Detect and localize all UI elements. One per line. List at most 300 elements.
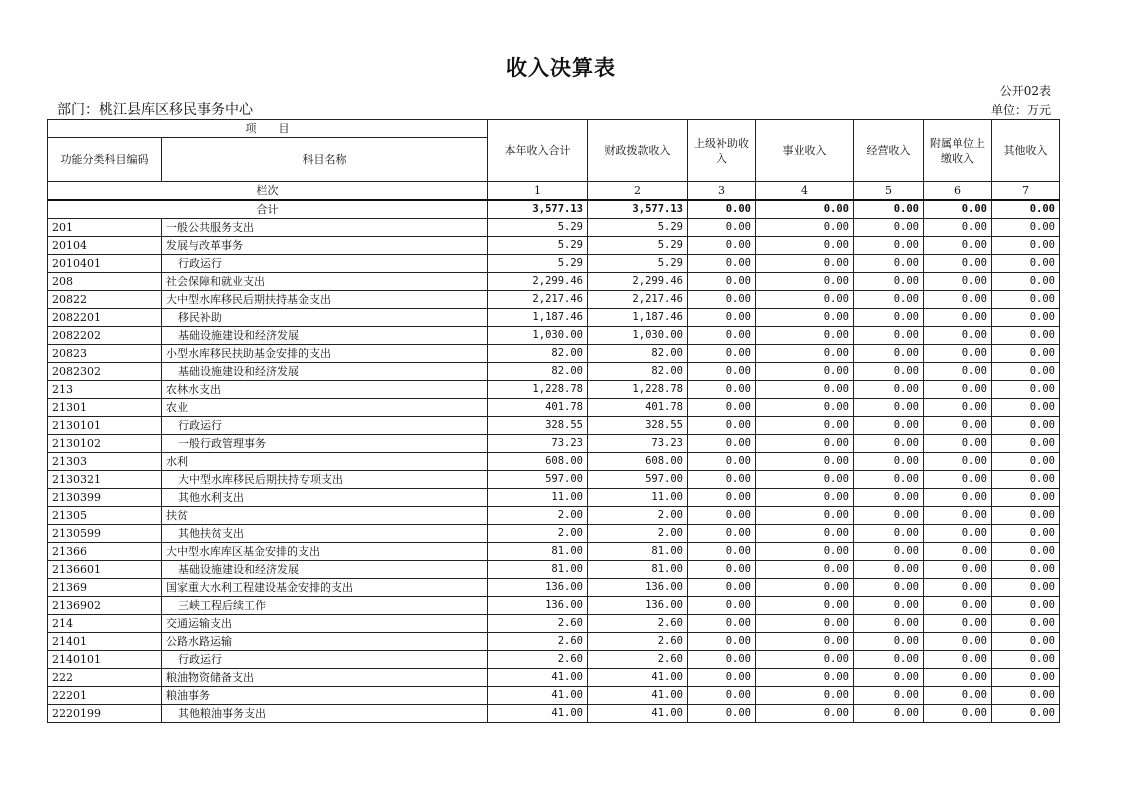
table-row bbox=[48, 363, 1060, 381]
amount-cell: 0.00 bbox=[688, 381, 756, 399]
amount-cell: 82.00 bbox=[488, 363, 588, 381]
amount-cell: 0.00 bbox=[854, 507, 924, 525]
subject-name: 基础设施建设和经济发展 bbox=[162, 561, 488, 579]
amount-cell: 401.78 bbox=[588, 399, 688, 417]
amount-cell: 0.00 bbox=[924, 417, 992, 435]
table-row bbox=[48, 615, 1060, 633]
amount-cell: 1,187.46 bbox=[488, 309, 588, 327]
amount-cell: 0.00 bbox=[854, 489, 924, 507]
subject-name: 粮油物资储备支出 bbox=[162, 669, 488, 687]
amount-cell: 2.00 bbox=[488, 525, 588, 543]
amount-cell: 0.00 bbox=[992, 705, 1060, 723]
amount-cell: 0.00 bbox=[924, 651, 992, 669]
subject-code: 201 bbox=[48, 219, 162, 237]
subject-name: 行政运行 bbox=[162, 651, 488, 669]
amount-cell: 0.00 bbox=[688, 453, 756, 471]
table-row bbox=[48, 669, 1060, 687]
amount-cell: 41.00 bbox=[588, 687, 688, 705]
amount-cell: 0.00 bbox=[992, 381, 1060, 399]
table-row bbox=[48, 525, 1060, 543]
subject-code: 2130399 bbox=[48, 489, 162, 507]
amount-cell: 597.00 bbox=[488, 471, 588, 489]
subject-code: 222 bbox=[48, 669, 162, 687]
amount-cell: 0.00 bbox=[688, 399, 756, 417]
amount-cell: 2,217.46 bbox=[488, 291, 588, 309]
amount-cell: 0.00 bbox=[992, 651, 1060, 669]
amount-cell: 136.00 bbox=[488, 597, 588, 615]
amount-cell: 0.00 bbox=[924, 255, 992, 273]
amount-cell: 0.00 bbox=[688, 309, 756, 327]
table-row bbox=[48, 705, 1060, 723]
amount-cell: 0.00 bbox=[688, 597, 756, 615]
amount-cell: 41.00 bbox=[488, 687, 588, 705]
amount-cell: 2.00 bbox=[588, 525, 688, 543]
amount-cell: 0.00 bbox=[992, 345, 1060, 363]
subject-name: 大中型水库移民后期扶持专项支出 bbox=[162, 471, 488, 489]
amount-cell: 0.00 bbox=[688, 219, 756, 237]
subject-name: 一般公共服务支出 bbox=[162, 219, 488, 237]
amount-cell: 0.00 bbox=[756, 561, 854, 579]
amount-cell: 82.00 bbox=[588, 363, 688, 381]
amount-cell: 608.00 bbox=[488, 453, 588, 471]
amount-cell: 0.00 bbox=[854, 237, 924, 255]
subject-code: 21305 bbox=[48, 507, 162, 525]
income-statement-table bbox=[47, 119, 1060, 723]
amount-cell: 0.00 bbox=[854, 255, 924, 273]
amount-cell: 0.00 bbox=[992, 291, 1060, 309]
total-value: 0.00 bbox=[992, 200, 1060, 219]
amount-cell: 0.00 bbox=[924, 471, 992, 489]
subject-code: 21303 bbox=[48, 453, 162, 471]
amount-cell: 0.00 bbox=[756, 615, 854, 633]
table-row bbox=[48, 399, 1060, 417]
subject-name: 粮油事务 bbox=[162, 687, 488, 705]
amount-cell: 0.00 bbox=[924, 345, 992, 363]
amount-cell: 0.00 bbox=[992, 273, 1060, 291]
amount-cell: 0.00 bbox=[992, 489, 1060, 507]
amount-cell: 0.00 bbox=[854, 543, 924, 561]
amount-cell: 81.00 bbox=[588, 561, 688, 579]
amount-cell: 0.00 bbox=[756, 417, 854, 435]
amount-cell: 2.00 bbox=[588, 507, 688, 525]
subject-name: 扶贫 bbox=[162, 507, 488, 525]
amount-cell: 81.00 bbox=[588, 543, 688, 561]
table-row bbox=[48, 561, 1060, 579]
subject-code: 2082201 bbox=[48, 309, 162, 327]
amount-cell: 0.00 bbox=[756, 453, 854, 471]
amount-cell: 0.00 bbox=[924, 525, 992, 543]
column-number-row bbox=[48, 182, 1060, 201]
amount-cell: 0.00 bbox=[854, 363, 924, 381]
amount-cell: 0.00 bbox=[688, 291, 756, 309]
subject-code: 213 bbox=[48, 381, 162, 399]
amount-cell: 0.00 bbox=[854, 327, 924, 345]
table-row bbox=[48, 345, 1060, 363]
amount-cell: 0.00 bbox=[688, 273, 756, 291]
amount-cell: 0.00 bbox=[854, 651, 924, 669]
page-title: 收入决算表 bbox=[506, 55, 616, 80]
subject-code: 21301 bbox=[48, 399, 162, 417]
amount-cell: 1,228.78 bbox=[488, 381, 588, 399]
header-col-2: 财政拨款收入 bbox=[588, 120, 688, 182]
header-code: 功能分类科目编码 bbox=[48, 138, 162, 182]
amount-cell: 2.60 bbox=[488, 651, 588, 669]
amount-cell: 0.00 bbox=[756, 543, 854, 561]
amount-cell: 0.00 bbox=[992, 507, 1060, 525]
amount-cell: 0.00 bbox=[756, 579, 854, 597]
table-row bbox=[48, 327, 1060, 345]
table-row bbox=[48, 489, 1060, 507]
amount-cell: 0.00 bbox=[756, 507, 854, 525]
amount-cell: 5.29 bbox=[588, 237, 688, 255]
amount-cell: 0.00 bbox=[992, 327, 1060, 345]
amount-cell: 82.00 bbox=[488, 345, 588, 363]
table-row bbox=[48, 579, 1060, 597]
subject-name: 其他水利支出 bbox=[162, 489, 488, 507]
amount-cell: 401.78 bbox=[488, 399, 588, 417]
subject-name: 其他扶贫支出 bbox=[162, 525, 488, 543]
table-row bbox=[48, 291, 1060, 309]
amount-cell: 0.00 bbox=[924, 561, 992, 579]
subject-code: 2140101 bbox=[48, 651, 162, 669]
amount-cell: 0.00 bbox=[854, 561, 924, 579]
total-value: 0.00 bbox=[854, 200, 924, 219]
amount-cell: 0.00 bbox=[854, 435, 924, 453]
header-col-3: 上级补助收入 bbox=[688, 120, 756, 182]
amount-cell: 0.00 bbox=[992, 615, 1060, 633]
amount-cell: 0.00 bbox=[924, 615, 992, 633]
amount-cell: 0.00 bbox=[854, 525, 924, 543]
amount-cell: 0.00 bbox=[854, 399, 924, 417]
amount-cell: 0.00 bbox=[756, 633, 854, 651]
column-number: 4 bbox=[756, 182, 854, 201]
amount-cell: 136.00 bbox=[488, 579, 588, 597]
amount-cell: 82.00 bbox=[588, 345, 688, 363]
amount-cell: 0.00 bbox=[688, 633, 756, 651]
subject-code: 2010401 bbox=[48, 255, 162, 273]
amount-cell: 0.00 bbox=[688, 363, 756, 381]
column-number: 3 bbox=[688, 182, 756, 201]
total-value: 0.00 bbox=[688, 200, 756, 219]
amount-cell: 0.00 bbox=[854, 291, 924, 309]
amount-cell: 2,299.46 bbox=[588, 273, 688, 291]
subject-name: 大中型水库移民后期扶持基金支出 bbox=[162, 291, 488, 309]
subject-code: 214 bbox=[48, 615, 162, 633]
amount-cell: 0.00 bbox=[924, 309, 992, 327]
amount-cell: 41.00 bbox=[488, 705, 588, 723]
subject-name: 其他粮油事务支出 bbox=[162, 705, 488, 723]
amount-cell: 1,030.00 bbox=[588, 327, 688, 345]
amount-cell: 0.00 bbox=[688, 327, 756, 345]
subject-name: 国家重大水利工程建设基金安排的支出 bbox=[162, 579, 488, 597]
amount-cell: 0.00 bbox=[924, 453, 992, 471]
unit-label: 单位：万元 bbox=[990, 103, 1051, 117]
header-col-7: 其他收入 bbox=[992, 120, 1060, 182]
table-row bbox=[48, 219, 1060, 237]
amount-cell: 0.00 bbox=[992, 597, 1060, 615]
amount-cell: 0.00 bbox=[924, 327, 992, 345]
header-col-5: 经营收入 bbox=[854, 120, 924, 182]
column-number: 5 bbox=[854, 182, 924, 201]
amount-cell: 0.00 bbox=[992, 633, 1060, 651]
amount-cell: 41.00 bbox=[588, 669, 688, 687]
amount-cell: 0.00 bbox=[688, 417, 756, 435]
table-row bbox=[48, 507, 1060, 525]
amount-cell: 0.00 bbox=[756, 489, 854, 507]
amount-cell: 0.00 bbox=[688, 435, 756, 453]
amount-cell: 0.00 bbox=[756, 381, 854, 399]
amount-cell: 0.00 bbox=[756, 669, 854, 687]
amount-cell: 0.00 bbox=[992, 309, 1060, 327]
subject-code: 2082302 bbox=[48, 363, 162, 381]
amount-cell: 5.29 bbox=[488, 219, 588, 237]
amount-cell: 0.00 bbox=[992, 669, 1060, 687]
amount-cell: 0.00 bbox=[756, 651, 854, 669]
amount-cell: 0.00 bbox=[756, 363, 854, 381]
subject-code: 2220199 bbox=[48, 705, 162, 723]
subject-name: 一般行政管理事务 bbox=[162, 435, 488, 453]
amount-cell: 0.00 bbox=[992, 561, 1060, 579]
amount-cell: 0.00 bbox=[756, 273, 854, 291]
amount-cell: 0.00 bbox=[924, 399, 992, 417]
header-row-project bbox=[48, 120, 1060, 138]
subject-name: 发展与改革事务 bbox=[162, 237, 488, 255]
amount-cell: 0.00 bbox=[854, 453, 924, 471]
amount-cell: 5.29 bbox=[588, 255, 688, 273]
amount-cell: 2.60 bbox=[488, 615, 588, 633]
amount-cell: 5.29 bbox=[488, 237, 588, 255]
amount-cell: 0.00 bbox=[854, 687, 924, 705]
amount-cell: 0.00 bbox=[924, 435, 992, 453]
subject-name: 基础设施建设和经济发展 bbox=[162, 363, 488, 381]
table-row bbox=[48, 597, 1060, 615]
header-project: 项 目 bbox=[48, 120, 488, 138]
amount-cell: 0.00 bbox=[854, 705, 924, 723]
amount-cell: 2.00 bbox=[488, 507, 588, 525]
amount-cell: 0.00 bbox=[756, 471, 854, 489]
subject-name: 社会保障和就业支出 bbox=[162, 273, 488, 291]
amount-cell: 81.00 bbox=[488, 543, 588, 561]
amount-cell: 0.00 bbox=[924, 633, 992, 651]
amount-cell: 11.00 bbox=[588, 489, 688, 507]
subject-code: 20823 bbox=[48, 345, 162, 363]
department-label: 部门：桃江县库区移民事务中心 bbox=[57, 102, 253, 118]
table-row bbox=[48, 309, 1060, 327]
table-row bbox=[48, 381, 1060, 399]
amount-cell: 0.00 bbox=[992, 543, 1060, 561]
amount-cell: 0.00 bbox=[688, 579, 756, 597]
column-number: 7 bbox=[992, 182, 1060, 201]
header-name: 科目名称 bbox=[162, 138, 488, 182]
amount-cell: 0.00 bbox=[854, 579, 924, 597]
amount-cell: 0.00 bbox=[992, 255, 1060, 273]
amount-cell: 0.00 bbox=[688, 507, 756, 525]
column-number-label: 栏次 bbox=[48, 182, 488, 201]
amount-cell: 328.55 bbox=[588, 417, 688, 435]
amount-cell: 0.00 bbox=[756, 291, 854, 309]
amount-cell: 0.00 bbox=[924, 237, 992, 255]
table-row bbox=[48, 453, 1060, 471]
amount-cell: 2.60 bbox=[488, 633, 588, 651]
table-row bbox=[48, 687, 1060, 705]
amount-cell: 5.29 bbox=[488, 255, 588, 273]
amount-cell: 0.00 bbox=[854, 417, 924, 435]
amount-cell: 0.00 bbox=[924, 705, 992, 723]
total-label: 合计 bbox=[48, 200, 488, 219]
amount-cell: 41.00 bbox=[588, 705, 688, 723]
amount-cell: 0.00 bbox=[924, 381, 992, 399]
amount-cell: 0.00 bbox=[992, 417, 1060, 435]
amount-cell: 136.00 bbox=[588, 597, 688, 615]
amount-cell: 0.00 bbox=[992, 399, 1060, 417]
amount-cell: 1,030.00 bbox=[488, 327, 588, 345]
amount-cell: 0.00 bbox=[924, 507, 992, 525]
amount-cell: 0.00 bbox=[854, 597, 924, 615]
amount-cell: 0.00 bbox=[688, 489, 756, 507]
amount-cell: 0.00 bbox=[992, 471, 1060, 489]
amount-cell: 0.00 bbox=[992, 687, 1060, 705]
subject-code: 21401 bbox=[48, 633, 162, 651]
table-row bbox=[48, 543, 1060, 561]
subject-name: 大中型水库库区基金安排的支出 bbox=[162, 543, 488, 561]
amount-cell: 11.00 bbox=[488, 489, 588, 507]
subject-name: 公路水路运输 bbox=[162, 633, 488, 651]
document-number: 公开02表 bbox=[999, 84, 1051, 98]
amount-cell: 0.00 bbox=[756, 237, 854, 255]
amount-cell: 2,217.46 bbox=[588, 291, 688, 309]
amount-cell: 0.00 bbox=[688, 543, 756, 561]
subject-name: 小型水库移民扶助基金安排的支出 bbox=[162, 345, 488, 363]
total-value: 0.00 bbox=[924, 200, 992, 219]
subject-code: 208 bbox=[48, 273, 162, 291]
amount-cell: 0.00 bbox=[854, 471, 924, 489]
table-row bbox=[48, 435, 1060, 453]
amount-cell: 0.00 bbox=[992, 579, 1060, 597]
amount-cell: 0.00 bbox=[854, 381, 924, 399]
amount-cell: 0.00 bbox=[688, 345, 756, 363]
column-number: 6 bbox=[924, 182, 992, 201]
amount-cell: 328.55 bbox=[488, 417, 588, 435]
amount-cell: 1,228.78 bbox=[588, 381, 688, 399]
amount-cell: 0.00 bbox=[688, 237, 756, 255]
amount-cell: 0.00 bbox=[992, 363, 1060, 381]
amount-cell: 0.00 bbox=[688, 669, 756, 687]
column-number: 1 bbox=[488, 182, 588, 201]
subject-code: 2130101 bbox=[48, 417, 162, 435]
total-value: 3,577.13 bbox=[488, 200, 588, 219]
amount-cell: 0.00 bbox=[756, 219, 854, 237]
amount-cell: 0.00 bbox=[924, 219, 992, 237]
amount-cell: 2.60 bbox=[588, 615, 688, 633]
amount-cell: 0.00 bbox=[756, 687, 854, 705]
amount-cell: 0.00 bbox=[854, 273, 924, 291]
amount-cell: 0.00 bbox=[924, 291, 992, 309]
subject-code: 2136601 bbox=[48, 561, 162, 579]
amount-cell: 0.00 bbox=[854, 615, 924, 633]
amount-cell: 0.00 bbox=[924, 273, 992, 291]
table-row bbox=[48, 633, 1060, 651]
column-number: 2 bbox=[588, 182, 688, 201]
amount-cell: 0.00 bbox=[854, 669, 924, 687]
amount-cell: 0.00 bbox=[924, 363, 992, 381]
amount-cell: 0.00 bbox=[688, 651, 756, 669]
amount-cell: 0.00 bbox=[992, 525, 1060, 543]
table-row bbox=[48, 255, 1060, 273]
subject-code: 20822 bbox=[48, 291, 162, 309]
amount-cell: 0.00 bbox=[924, 669, 992, 687]
table-row bbox=[48, 471, 1060, 489]
amount-cell: 2,299.46 bbox=[488, 273, 588, 291]
subject-name: 水利 bbox=[162, 453, 488, 471]
table-row bbox=[48, 237, 1060, 255]
subject-code: 21366 bbox=[48, 543, 162, 561]
amount-cell: 0.00 bbox=[854, 219, 924, 237]
amount-cell: 0.00 bbox=[924, 489, 992, 507]
amount-cell: 5.29 bbox=[588, 219, 688, 237]
subject-code: 2130321 bbox=[48, 471, 162, 489]
amount-cell: 41.00 bbox=[488, 669, 588, 687]
subject-code: 20104 bbox=[48, 237, 162, 255]
amount-cell: 0.00 bbox=[854, 345, 924, 363]
subject-code: 2130599 bbox=[48, 525, 162, 543]
subject-code: 2130102 bbox=[48, 435, 162, 453]
amount-cell: 81.00 bbox=[488, 561, 588, 579]
subject-name: 行政运行 bbox=[162, 417, 488, 435]
amount-cell: 0.00 bbox=[924, 543, 992, 561]
amount-cell: 0.00 bbox=[924, 687, 992, 705]
amount-cell: 0.00 bbox=[688, 525, 756, 543]
subject-code: 2082202 bbox=[48, 327, 162, 345]
amount-cell: 0.00 bbox=[688, 561, 756, 579]
amount-cell: 0.00 bbox=[756, 525, 854, 543]
amount-cell: 0.00 bbox=[756, 255, 854, 273]
subject-name: 农林水支出 bbox=[162, 381, 488, 399]
subject-name: 行政运行 bbox=[162, 255, 488, 273]
subject-code: 22201 bbox=[48, 687, 162, 705]
amount-cell: 2.60 bbox=[588, 633, 688, 651]
amount-cell: 0.00 bbox=[992, 453, 1060, 471]
table-row bbox=[48, 651, 1060, 669]
table-row bbox=[48, 417, 1060, 435]
amount-cell: 0.00 bbox=[688, 615, 756, 633]
subject-code: 21369 bbox=[48, 579, 162, 597]
header-col-6: 附属单位上缴收入 bbox=[924, 120, 992, 182]
amount-cell: 73.23 bbox=[588, 435, 688, 453]
total-value: 0.00 bbox=[756, 200, 854, 219]
amount-cell: 0.00 bbox=[688, 471, 756, 489]
amount-cell: 0.00 bbox=[756, 399, 854, 417]
amount-cell: 0.00 bbox=[756, 435, 854, 453]
table-row bbox=[48, 273, 1060, 291]
amount-cell: 608.00 bbox=[588, 453, 688, 471]
subject-name: 基础设施建设和经济发展 bbox=[162, 327, 488, 345]
amount-cell: 0.00 bbox=[992, 435, 1060, 453]
amount-cell: 597.00 bbox=[588, 471, 688, 489]
amount-cell: 0.00 bbox=[756, 597, 854, 615]
amount-cell: 1,187.46 bbox=[588, 309, 688, 327]
amount-cell: 0.00 bbox=[688, 255, 756, 273]
amount-cell: 0.00 bbox=[854, 309, 924, 327]
amount-cell: 0.00 bbox=[924, 579, 992, 597]
amount-cell: 0.00 bbox=[756, 327, 854, 345]
amount-cell: 0.00 bbox=[924, 597, 992, 615]
subject-name: 交通运输支出 bbox=[162, 615, 488, 633]
amount-cell: 73.23 bbox=[488, 435, 588, 453]
amount-cell: 0.00 bbox=[756, 309, 854, 327]
amount-cell: 0.00 bbox=[992, 219, 1060, 237]
header-col-1: 本年收入合计 bbox=[488, 120, 588, 182]
subject-name: 三峡工程后续工作 bbox=[162, 597, 488, 615]
